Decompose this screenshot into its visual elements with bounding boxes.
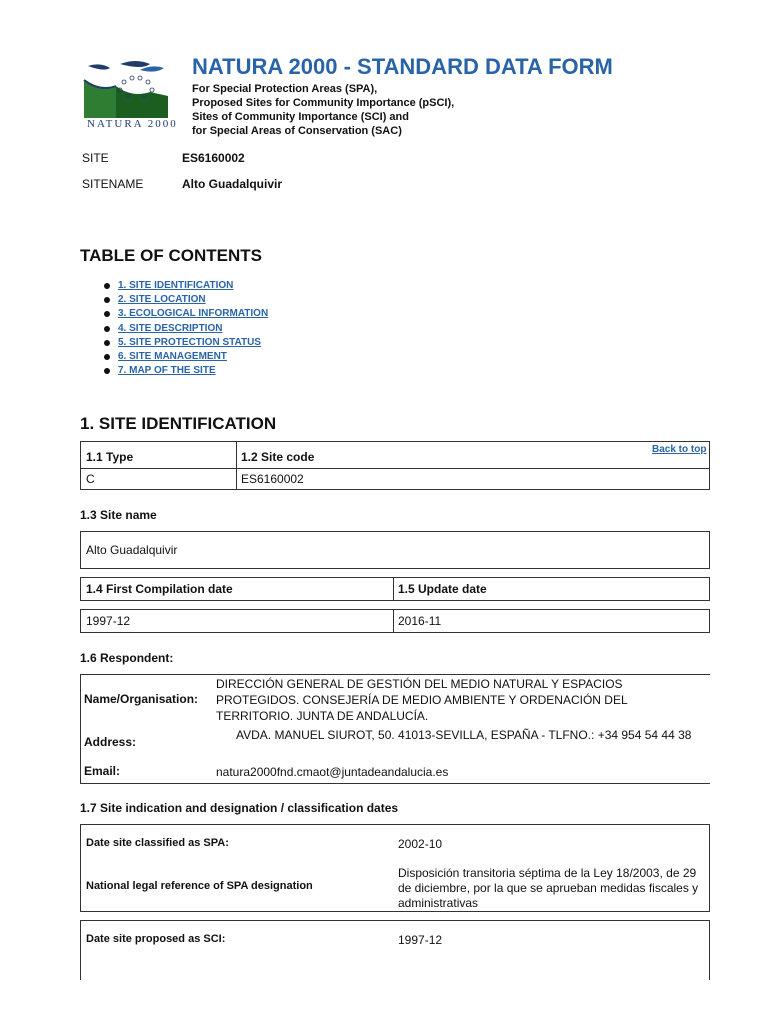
first-compilation-value: 1997-12 xyxy=(86,614,131,628)
toc-link-ecological-information[interactable]: 3. ECOLOGICAL INFORMATION xyxy=(118,308,269,320)
spa-legal-ref-label: National legal reference of SPA designation xyxy=(86,880,313,892)
toc-link-site-location[interactable]: 2. SITE LOCATION xyxy=(118,294,206,306)
update-date-value: 2016-11 xyxy=(398,614,442,628)
sci-date-value: 1997-12 xyxy=(398,933,443,947)
type-label: 1.1 Type xyxy=(86,450,134,464)
respondent-left-rule xyxy=(80,674,81,784)
respondent-label: 1.6 Respondent: xyxy=(80,651,174,665)
spa-date-label: Date site classified as SPA: xyxy=(86,837,229,849)
first-compilation-label: 1.4 First Compilation date xyxy=(86,582,233,596)
subtitle-line: Sites of Community Importance (SCI) and xyxy=(192,111,409,123)
logo-text: NATURA 2000 xyxy=(87,118,178,130)
toc-link-site-identification[interactable]: 1. SITE IDENTIFICATION xyxy=(118,280,234,291)
sitename-label: SITENAME xyxy=(82,177,144,191)
table-divider xyxy=(393,609,394,633)
table-divider xyxy=(236,441,237,490)
site-code: ES6160002 xyxy=(182,151,245,165)
spa-date-value: 2002-10 xyxy=(398,837,443,851)
section-heading: 1. SITE IDENTIFICATION xyxy=(80,414,277,433)
subtitle-line: for Special Areas of Conservation (SAC) xyxy=(192,125,402,137)
sci-box-right-rule xyxy=(709,920,710,980)
site-name-label: 1.3 Site name xyxy=(80,508,157,522)
name-organisation-value: DIRECCIÓN GENERAL DE GESTIÓN DEL MEDIO NATURAL Y ESPACIOS PROTEGIDOS. CONSEJERÍA DE MEDIO AMBIENTE Y ORDENACIÓN DEL TERRITORIO. JUNTA DE ANDALUCÍA. xyxy=(216,677,628,723)
designation-label: 1.7 Site indication and designation / classification dates xyxy=(80,801,399,815)
back-to-top-link[interactable]: Back to top xyxy=(652,444,707,455)
toc-link-site-description[interactable]: 4. SITE DESCRIPTION xyxy=(118,322,223,334)
respondent-top-rule xyxy=(80,674,710,675)
toc-item xyxy=(104,351,268,365)
table-divider xyxy=(393,577,394,601)
subtitle-line: For Special Protection Areas (SPA), xyxy=(192,83,378,95)
respondent-bottom-rule xyxy=(80,783,710,784)
site-code-value: ES6160002 xyxy=(241,472,304,486)
toc-heading: TABLE OF CONTENTS xyxy=(80,246,262,265)
dates-values-box xyxy=(80,609,710,633)
toc-item xyxy=(104,280,268,294)
toc-item xyxy=(104,308,268,322)
page-title: NATURA 2000 - STANDARD DATA FORM xyxy=(192,54,613,79)
toc-item xyxy=(104,337,268,351)
toc-link-site-protection-status[interactable]: 5. SITE PROTECTION STATUS xyxy=(118,336,261,348)
address-label: Address: xyxy=(84,735,137,749)
update-date-label: 1.5 Update date xyxy=(398,582,487,596)
address-value: AVDA. MANUEL SIUROT, 50. 41013-SEVILLA, ESPAÑA - TLFNO.: +34 954 54 44 38 xyxy=(236,728,692,742)
toc-link-site-management[interactable]: 6. SITE MANAGEMENT xyxy=(118,350,227,362)
sitename-value: Alto Guadalquivir xyxy=(182,177,283,191)
site-code-label: 1.2 Site code xyxy=(241,450,315,464)
site-name-value: Alto Guadalquivir xyxy=(86,543,178,557)
toc-list xyxy=(104,280,268,379)
email-value: natura2000fnd.cmaot@juntadeandalucia.es xyxy=(216,765,449,779)
sci-box-top-rule xyxy=(80,920,710,921)
email-label: Email: xyxy=(84,764,121,778)
sci-box-left-rule xyxy=(80,920,81,980)
spa-legal-ref-value: Disposición transitoria séptima de la Ley 18/2003, de 29 de diciembre, por la que se aprueban medidas fiscales y administrativas xyxy=(398,866,699,910)
type-value: C xyxy=(86,472,95,486)
toc-item xyxy=(104,294,268,308)
subtitle xyxy=(192,82,454,138)
table-divider xyxy=(80,468,710,469)
toc-item xyxy=(104,365,268,379)
name-organisation-label: Name/Organisation: xyxy=(84,692,199,706)
site-label: SITE xyxy=(82,151,109,165)
subtitle-line: Proposed Sites for Community Importance (pSCI), xyxy=(192,97,455,109)
toc-item xyxy=(104,323,268,337)
sci-date-label: Date site proposed as SCI: xyxy=(86,933,226,945)
type-code-table xyxy=(80,441,710,490)
toc-link-map-of-site[interactable]: 7. MAP OF THE SITE xyxy=(118,365,216,377)
